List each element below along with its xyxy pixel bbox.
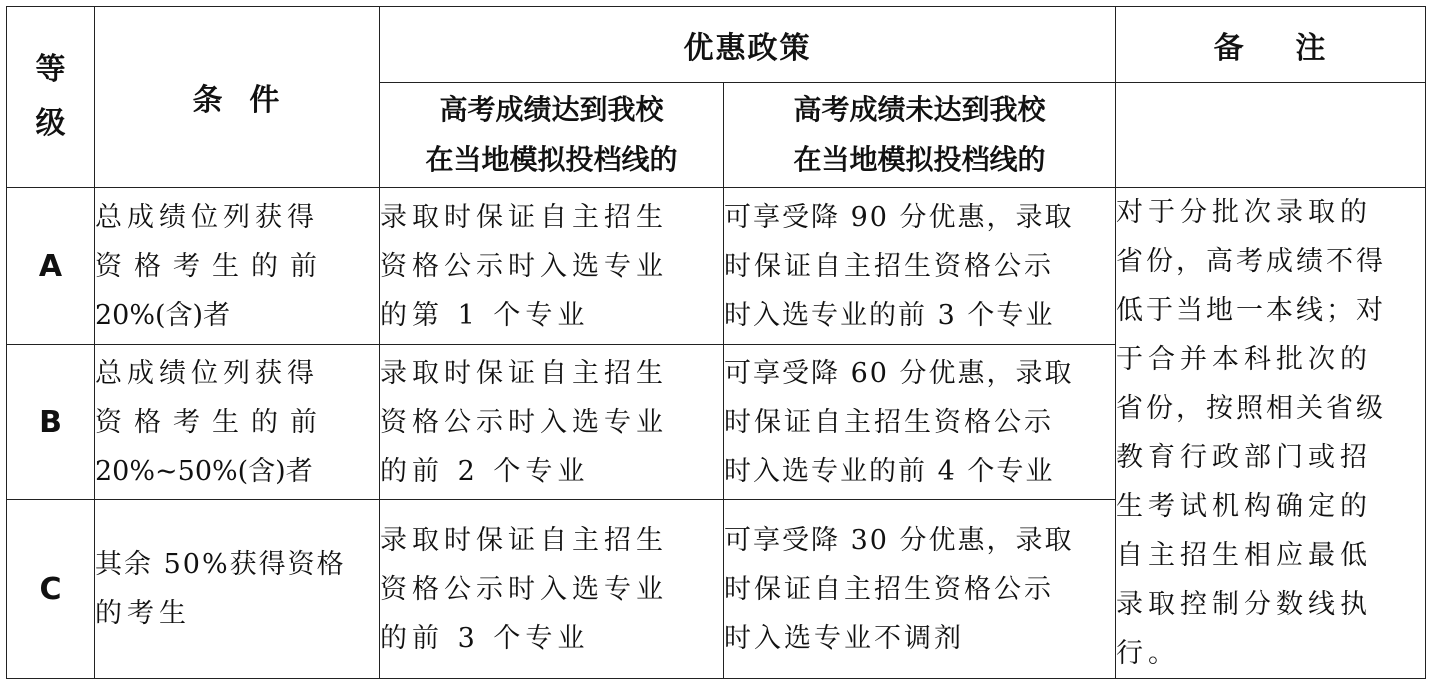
reached-line: 录取时保证自主招生 xyxy=(380,357,668,389)
policy-reached-line1: 高考成绩达到我校 xyxy=(439,93,664,126)
not-reached-line: 时保证自主招生资格公示 xyxy=(724,406,1054,438)
policy-not-reached-header xyxy=(724,83,1116,188)
table-row xyxy=(7,188,1426,345)
not-reached-line: 时入选专业的前 4 个专业 xyxy=(724,455,1055,487)
reached-policy-cell xyxy=(380,188,724,345)
condition-line: 的考生 xyxy=(95,598,191,630)
not-reached-line: 可享受降 90 分优惠，录取 xyxy=(724,201,1074,233)
condition-line: 其余 50%获得资格 xyxy=(95,549,346,581)
grade-cell: C xyxy=(7,500,95,679)
grade-header xyxy=(7,7,95,188)
not-reached-line: 时入选专业的前 3 个专业 xyxy=(724,299,1055,331)
remark-line: 行。 xyxy=(1116,638,1180,669)
not-reached-policy-cell xyxy=(724,188,1116,345)
reached-policy-cell xyxy=(380,345,724,500)
not-reached-line: 时保证自主招生资格公示 xyxy=(724,250,1054,282)
admission-policy-table xyxy=(6,6,1426,679)
condition-cell xyxy=(95,500,380,679)
policy-reached-header xyxy=(380,83,724,188)
condition-line: 资格考生的前 xyxy=(95,406,329,438)
remark-line: 教育行政部门或招 xyxy=(1116,442,1372,473)
not-reached-line: 可享受降 30 分优惠，录取 xyxy=(724,524,1074,556)
grade-cell: A xyxy=(7,188,95,345)
reached-line: 录取时保证自主招生 xyxy=(380,201,668,233)
condition-line: 20%(含)者 xyxy=(95,299,231,331)
condition-line: 20%~50%(含)者 xyxy=(95,455,313,487)
grade-header-line1: 等 xyxy=(35,52,66,87)
reached-line: 资格公示时入选专业 xyxy=(380,406,668,438)
policy-reached-line2: 在当地模拟投档线的 xyxy=(425,143,678,176)
condition-header: 条 件 xyxy=(95,7,380,188)
reached-policy-cell xyxy=(380,500,724,679)
remark-line: 于合并本科批次的 xyxy=(1116,344,1372,375)
remark-line: 对于分批次录取的 xyxy=(1116,197,1372,228)
remark-line: 生考试机构确定的 xyxy=(1116,491,1372,522)
grade-cell: B xyxy=(7,345,95,500)
not-reached-policy-cell xyxy=(724,500,1116,679)
reached-line: 资格公示时入选专业 xyxy=(380,573,668,605)
policy-not-reached-line2: 在当地模拟投档线的 xyxy=(793,143,1046,176)
remark-line: 低于当地一本线；对 xyxy=(1116,295,1386,326)
reached-line: 的前 3 个专业 xyxy=(380,622,590,654)
condition-cell xyxy=(95,188,380,345)
remark-line: 省份，高考成绩不得 xyxy=(1116,246,1386,277)
remark-line: 省份，按照相关省级 xyxy=(1116,393,1386,424)
condition-line: 总成绩位列获得 xyxy=(95,357,319,389)
policy-header: 优惠政策 xyxy=(380,7,1116,83)
remark-line: 录取控制分数线执 xyxy=(1116,589,1372,620)
reached-line: 资格公示时入选专业 xyxy=(380,250,668,282)
not-reached-line: 时保证自主招生资格公示 xyxy=(724,573,1054,605)
reached-line: 录取时保证自主招生 xyxy=(380,524,668,556)
remark-line: 自主招生相应最低 xyxy=(1116,540,1372,571)
condition-cell xyxy=(95,345,380,500)
reached-line: 的第 1 个专业 xyxy=(380,299,590,331)
header-row-1 xyxy=(7,7,1426,83)
grade-header-line2: 级 xyxy=(35,106,66,141)
remark-header-blank xyxy=(1116,83,1426,188)
not-reached-line: 时入选专业不调剂 xyxy=(724,622,964,654)
remark-header: 备 注 xyxy=(1116,7,1426,83)
not-reached-line: 可享受降 60 分优惠，录取 xyxy=(724,357,1074,389)
condition-line: 总成绩位列获得 xyxy=(95,201,319,233)
remark-cell xyxy=(1116,188,1426,679)
not-reached-policy-cell xyxy=(724,345,1116,500)
reached-line: 的前 2 个专业 xyxy=(380,455,590,487)
condition-line: 资格考生的前 xyxy=(95,250,329,282)
policy-not-reached-line1: 高考成绩未达到我校 xyxy=(793,93,1046,126)
